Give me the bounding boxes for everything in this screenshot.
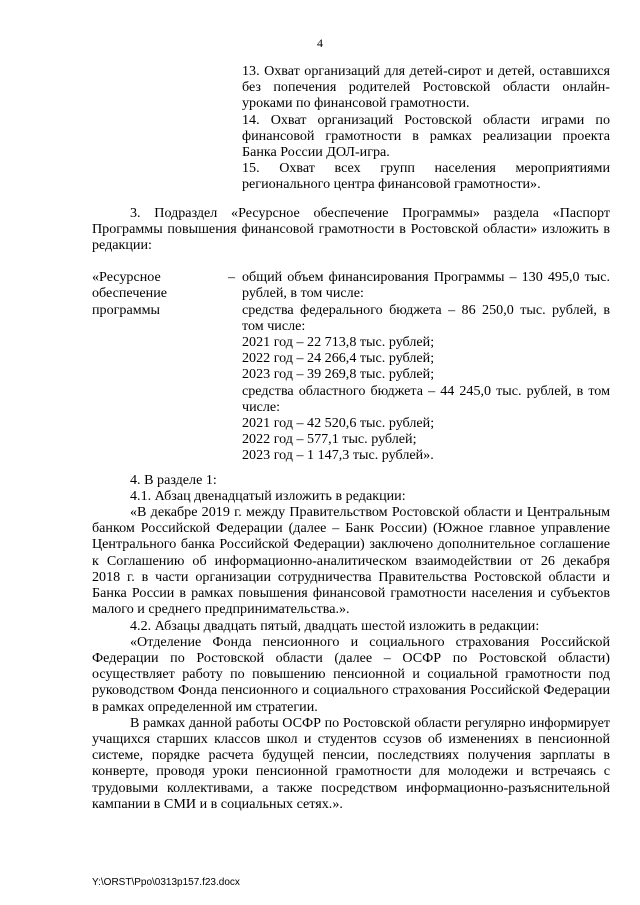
section-3-intro: 3. Подраздел «Ресурсное обеспечение Программы» раздела «Паспорт Программы повышения финансовой грамотности в Ростовской области» изложить в редакции: [92,204,610,254]
resource-line-regional-2022: 2022 год – 577,1 тыс. рублей; [242,431,417,448]
resource-label: «Ресурсное обеспечение программы [92,269,168,318]
footer-file-path: Y:\ORST\Ppo\0313p157.f23.docx [92,877,240,888]
target-item-13: 13. Охват организаций для детей-сирот и детей, оставшихся без попечения родителей Ростовской области онлайн-уроками по финансовой грамотности. [242,63,610,112]
resource-line-regional: средства областного бюджета – 44 245,0 тыс. рублей, в том числе: [242,382,610,415]
program-targets-list [242,63,610,193]
document-body [92,63,610,812]
item-4-1-heading: 4.1. Абзац двенадцатый изложить в редакции: [130,487,406,504]
section-4-heading: 4. В разделе 1: [130,471,217,488]
item-4-2-paragraph-1: «Отделение Фонда пенсионного и социального страхования Российской Федерации по Ростовской области (далее – ОСФР по Ростовской области) осуществляет работу по повышению пенсионной и социальной грамотности под руководством Фонда пенсионного и социального страхования Российской Федерации в рамках определенной им стратегии. [92,633,610,715]
item-4-2-heading: 4.2. Абзацы двадцать пятый, двадцать шестой изложить в редакции: [130,617,540,634]
resource-lines [242,269,610,463]
item-4-1-text: «В декабре 2019 г. между Правительством Ростовской области и Центральным банком Российской Федерации (далее – Банк России) (Южное главное управление Центрального банка Российской Федерации) заключено дополнительное соглашение к Соглашению об информационно-аналитическом взаимодействии от 26 декабря 2018 г. в части организации сотрудничества Правительства Ростовской области и Банка России в рамках повышения финансовой грамотности населения и субъектов малого и среднего предпринимательства.». [92,504,610,618]
resource-line-federal-2022: 2022 год – 24 266,4 тыс. рублей; [242,350,435,367]
resource-dash: – [228,269,236,286]
resource-line-federal-2023: 2023 год – 39 269,8 тыс. рублей; [242,366,435,383]
resource-provision-block [92,269,610,463]
resource-line-regional-2021: 2021 год – 42 520,6 тыс. рублей; [242,415,435,432]
target-item-14: 14. Охват организаций Ростовской области играми по финансовой грамотности в рамках реализации проекта Банка России ДОЛ-игра. [242,111,610,161]
item-4-2-paragraph-2: В рамках данной работы ОСФР по Ростовской области регулярно информирует учащихся старших классов школ и студентов ссузов об изменениях в пенсионной системе, порядке расчета будущей пенсии, последствиях получения зарплаты в конверте, проводя уроки пенсионной грамотности для молодежи и встречаясь с трудовыми коллективами, а также посредством информационно-разъяснительной кампании в СМИ и в социальных сетях.». [92,714,610,812]
resource-line-federal-2021: 2021 год – 22 713,8 тыс. рублей; [242,334,435,351]
resource-line-federal: средства федерального бюджета – 86 250,0 тыс. рублей, в том числе: [242,301,610,334]
resource-line-total: общий объем финансирования Программы – 130 495,0 тыс. рублей, в том числе: [242,269,610,302]
resource-line-regional-2023: 2023 год – 1 147,3 тыс. рублей». [242,447,434,464]
target-item-15: 15. Охват всех групп населения мероприятиями регионального центра финансовой грамотности». [242,160,610,193]
page-number: 4 [317,36,323,50]
